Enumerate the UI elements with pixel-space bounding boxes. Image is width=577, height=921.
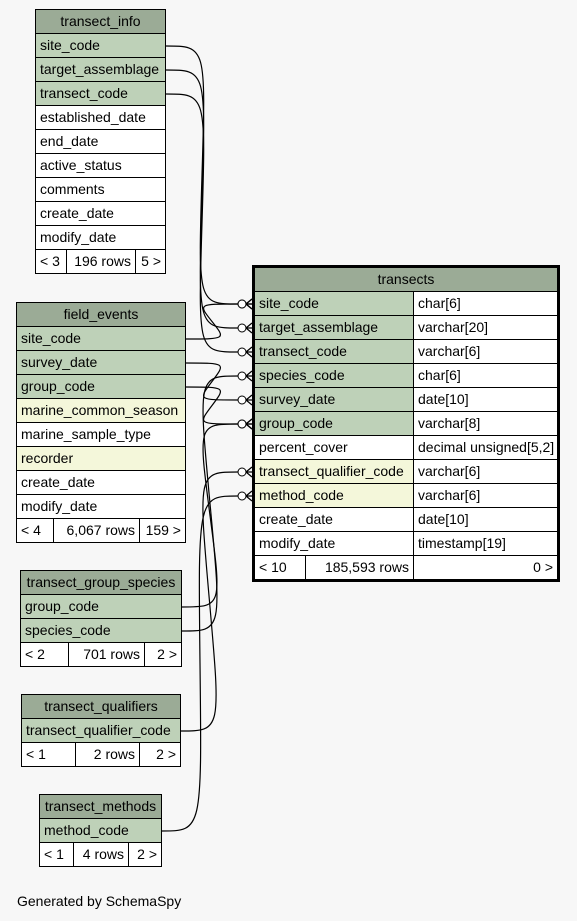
column-row[interactable] bbox=[36, 154, 165, 178]
relationship-line bbox=[182, 424, 238, 607]
relationship-line bbox=[166, 46, 238, 304]
descendant-count[interactable]: 2 > bbox=[144, 643, 181, 666]
column-name: end_date bbox=[36, 130, 165, 153]
optional-marker bbox=[238, 420, 246, 428]
descendant-count[interactable]: 159 > bbox=[139, 519, 185, 542]
row-count: 2 rows bbox=[75, 743, 139, 766]
column-name: survey_date bbox=[255, 388, 413, 411]
column-type: timestamp[19] bbox=[413, 532, 557, 555]
column-name: site_code bbox=[17, 327, 185, 350]
column-name: method_code bbox=[255, 484, 413, 507]
column-name: active_status bbox=[36, 154, 165, 177]
column-row[interactable] bbox=[255, 460, 557, 484]
table-footer bbox=[22, 743, 180, 766]
row-count: 196 rows bbox=[66, 250, 135, 273]
column-name: transect_qualifier_code bbox=[22, 719, 180, 742]
relationship-line bbox=[166, 70, 238, 328]
column-name: species_code bbox=[255, 364, 413, 387]
table-footer bbox=[21, 643, 181, 666]
descendant-count[interactable]: 0 > bbox=[413, 556, 557, 579]
column-type: varchar[20] bbox=[413, 316, 557, 339]
column-name: comments bbox=[36, 178, 165, 201]
column-row[interactable] bbox=[255, 316, 557, 340]
column-row[interactable] bbox=[255, 364, 557, 388]
column-name: modify_date bbox=[17, 495, 185, 518]
optional-marker bbox=[238, 492, 246, 500]
column-row[interactable] bbox=[36, 58, 165, 82]
column-row[interactable] bbox=[21, 619, 181, 643]
column-name: site_code bbox=[36, 34, 165, 57]
column-name: group_code bbox=[17, 375, 185, 398]
table-field-events[interactable] bbox=[16, 302, 186, 543]
optional-marker bbox=[238, 468, 246, 476]
column-row[interactable] bbox=[36, 82, 165, 106]
relationship-line bbox=[186, 304, 238, 339]
column-type: varchar[6] bbox=[413, 460, 557, 483]
column-row[interactable] bbox=[17, 351, 185, 375]
optional-marker bbox=[238, 324, 246, 332]
column-name: method_code bbox=[40, 819, 161, 842]
column-row[interactable] bbox=[21, 595, 181, 619]
column-row[interactable] bbox=[17, 399, 185, 423]
ancestor-count[interactable]: < 10 bbox=[259, 559, 287, 575]
column-row[interactable] bbox=[36, 34, 165, 58]
table-header[interactable]: transects bbox=[255, 268, 557, 292]
column-name: established_date bbox=[36, 106, 165, 129]
column-name: transect_code bbox=[36, 82, 165, 105]
column-row[interactable] bbox=[255, 292, 557, 316]
column-row[interactable] bbox=[36, 106, 165, 130]
column-row[interactable] bbox=[17, 495, 185, 519]
relationship-line bbox=[186, 363, 238, 400]
column-name: modify_date bbox=[36, 226, 165, 249]
descendant-count[interactable]: 2 > bbox=[139, 743, 180, 766]
table-transect-qualifiers[interactable] bbox=[21, 694, 181, 767]
column-name: marine_common_season bbox=[17, 399, 185, 422]
table-header[interactable]: field_events bbox=[17, 303, 185, 327]
column-name: target_assemblage bbox=[255, 316, 413, 339]
row-count: 4 rows bbox=[73, 843, 128, 866]
table-transects[interactable] bbox=[252, 265, 560, 582]
ancestor-count[interactable]: < 3 bbox=[40, 253, 60, 269]
column-name: species_code bbox=[21, 619, 181, 642]
column-row[interactable] bbox=[255, 532, 557, 556]
column-row[interactable] bbox=[36, 178, 165, 202]
column-name: transect_qualifier_code bbox=[255, 460, 413, 483]
column-row[interactable] bbox=[17, 423, 185, 447]
row-count: 6,067 rows bbox=[53, 519, 139, 542]
column-name: marine_sample_type bbox=[17, 423, 185, 446]
column-row[interactable] bbox=[40, 819, 161, 843]
column-row[interactable] bbox=[36, 202, 165, 226]
column-row[interactable] bbox=[22, 719, 180, 743]
column-type: char[6] bbox=[413, 364, 557, 387]
column-name: create_date bbox=[36, 202, 165, 225]
table-header[interactable]: transect_methods bbox=[40, 795, 161, 819]
optional-marker bbox=[238, 300, 246, 308]
column-row[interactable] bbox=[36, 226, 165, 250]
column-name: group_code bbox=[255, 412, 413, 435]
column-row[interactable] bbox=[17, 447, 185, 471]
column-row[interactable] bbox=[17, 375, 185, 399]
column-name: recorder bbox=[17, 447, 185, 470]
optional-marker bbox=[238, 348, 246, 356]
column-type: varchar[6] bbox=[413, 340, 557, 363]
column-type: varchar[6] bbox=[413, 484, 557, 507]
table-header[interactable]: transect_group_species bbox=[21, 571, 181, 595]
row-count: 185,593 rows bbox=[305, 556, 413, 579]
column-name: target_assemblage bbox=[36, 58, 165, 81]
table-header[interactable]: transect_info bbox=[36, 10, 165, 34]
column-name: create_date bbox=[17, 471, 185, 494]
column-row[interactable] bbox=[255, 340, 557, 364]
optional-marker bbox=[238, 372, 246, 380]
column-type: date[10] bbox=[413, 388, 557, 411]
table-transect-info[interactable] bbox=[35, 9, 166, 274]
table-transect-methods[interactable] bbox=[39, 794, 162, 867]
descendant-count[interactable]: 2 > bbox=[128, 843, 161, 866]
column-name: group_code bbox=[21, 595, 181, 618]
row-count: 701 rows bbox=[68, 643, 144, 666]
column-row[interactable] bbox=[255, 508, 557, 532]
column-name: transect_code bbox=[255, 340, 413, 363]
optional-marker bbox=[238, 396, 246, 404]
column-type: char[6] bbox=[413, 292, 557, 315]
table-footer bbox=[40, 843, 161, 866]
descendant-count[interactable]: 5 > bbox=[135, 250, 165, 273]
column-name: modify_date bbox=[255, 532, 413, 555]
ancestor-count[interactable]: < 1 bbox=[26, 746, 46, 762]
column-row[interactable] bbox=[17, 327, 185, 351]
column-row[interactable] bbox=[255, 388, 557, 412]
column-row[interactable] bbox=[17, 471, 185, 495]
column-row[interactable] bbox=[255, 436, 557, 460]
column-name: site_code bbox=[255, 292, 413, 315]
table-footer bbox=[36, 250, 165, 273]
ancestor-count[interactable]: < 4 bbox=[21, 522, 41, 538]
ancestor-count[interactable]: < 1 bbox=[44, 846, 64, 862]
column-name: survey_date bbox=[17, 351, 185, 374]
column-type: decimal unsigned[5,2] bbox=[413, 436, 557, 459]
table-footer bbox=[255, 556, 557, 579]
column-row[interactable] bbox=[255, 484, 557, 508]
ancestor-count[interactable]: < 2 bbox=[25, 646, 45, 662]
column-name: percent_cover bbox=[255, 436, 413, 459]
relationship-line bbox=[186, 387, 238, 424]
column-type: date[10] bbox=[413, 508, 557, 531]
table-transect-group-species[interactable] bbox=[20, 570, 182, 667]
column-row[interactable] bbox=[36, 130, 165, 154]
column-type: varchar[8] bbox=[413, 412, 557, 435]
table-header[interactable]: transect_qualifiers bbox=[22, 695, 180, 719]
generated-by-footer: Generated by SchemaSpy bbox=[17, 893, 182, 909]
table-footer bbox=[17, 519, 185, 542]
relationship-line bbox=[182, 376, 238, 631]
column-name: create_date bbox=[255, 508, 413, 531]
column-row[interactable] bbox=[255, 412, 557, 436]
